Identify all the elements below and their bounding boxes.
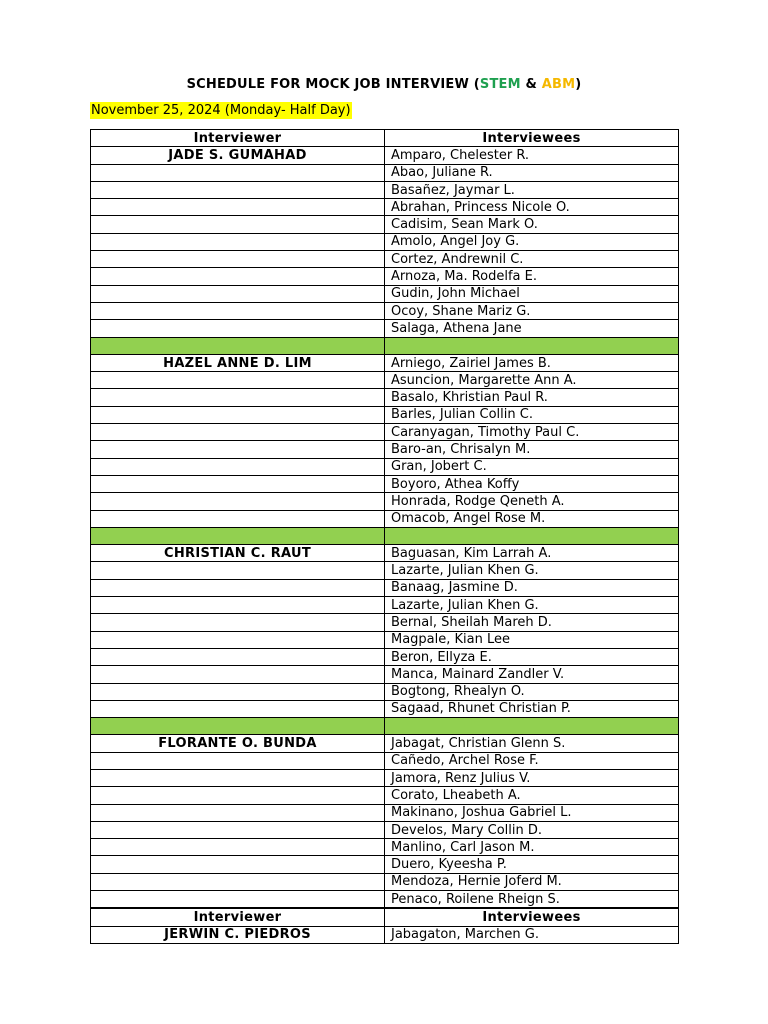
title-suffix: ) (575, 77, 582, 92)
interviewer-empty-cell (91, 406, 385, 423)
table-row (91, 320, 679, 337)
title-amp: & (520, 77, 542, 92)
interviewer-empty-cell (91, 666, 385, 683)
interviewer-empty-cell (91, 752, 385, 769)
interviewer-empty-cell (91, 683, 385, 700)
interviewer-name: JERWIN C. PIEDROS (91, 926, 385, 943)
table-row (91, 562, 679, 579)
interviewee-name: Ocoy, Shane Mariz G. (385, 302, 679, 319)
interviewee-name: Bernal, Sheilah Mareh D. (385, 614, 679, 631)
interviewee-name: Jabagat, Christian Glenn S. (385, 735, 679, 752)
interviewer-empty-cell (91, 233, 385, 250)
interviewee-name: Manlino, Carl Jason M. (385, 839, 679, 856)
interviewee-name: Arnoza, Ma. Rodelfa E. (385, 268, 679, 285)
table-row (91, 700, 679, 717)
table-row (91, 268, 679, 285)
table-row (91, 216, 679, 233)
interviewer-empty-cell (91, 787, 385, 804)
title-prefix: SCHEDULE FOR MOCK JOB INTERVIEW ( (186, 77, 480, 92)
table-row (91, 285, 679, 302)
interviewer-name: HAZEL ANNE D. LIM (91, 354, 385, 371)
table-row (91, 614, 679, 631)
table-row (91, 493, 679, 510)
table-row (91, 545, 679, 562)
interviewer-empty-cell (91, 251, 385, 268)
interviewees-column-header: Interviewees (385, 908, 679, 926)
interviewer-column-header: Interviewer (91, 908, 385, 926)
interviewer-empty-cell (91, 562, 385, 579)
title-abm: ABM (541, 77, 576, 92)
interviewer-empty-cell (91, 648, 385, 665)
interviewer-column-header: Interviewer (91, 130, 385, 147)
table-row (91, 424, 679, 441)
table-row (91, 873, 679, 890)
interviewer-empty-cell (91, 372, 385, 389)
interviewee-name: Baguasan, Kim Larrah A. (385, 545, 679, 562)
table-row (91, 233, 679, 250)
interviewee-name: Lazarte, Julian Khen G. (385, 562, 679, 579)
interviewer-empty-cell (91, 199, 385, 216)
interviewee-name: Beron, Ellyza E. (385, 648, 679, 665)
interviewee-name: Abrahan, Princess Nicole O. (385, 199, 679, 216)
interviewee-name: Penaco, Roilene Rheign S. (385, 891, 679, 909)
table-row (91, 510, 679, 527)
document-title (0, 77, 768, 92)
table-row (91, 475, 679, 492)
interviewee-name: Baro-an, Chrisalyn M. (385, 441, 679, 458)
interviewer-empty-cell (91, 424, 385, 441)
interviewee-name: Asuncion, Margarette Ann A. (385, 372, 679, 389)
schedule-date: November 25, 2024 (Monday- Half Day) (91, 103, 351, 118)
interviewer-empty-cell (91, 614, 385, 631)
interviewee-name: Jamora, Renz Julius V. (385, 769, 679, 786)
interviewee-name: Omacob, Angel Rose M. (385, 510, 679, 527)
interviewee-name: Corato, Lheabeth A. (385, 787, 679, 804)
interviewer-empty-cell (91, 268, 385, 285)
table-row (91, 821, 679, 838)
interviewer-empty-cell (91, 597, 385, 614)
header-row (91, 908, 679, 926)
interviewer-empty-cell (91, 839, 385, 856)
interviewee-name: Abao, Juliane R. (385, 164, 679, 181)
table-row (91, 891, 679, 909)
interviewee-name: Mendoza, Hernie Joferd M. (385, 873, 679, 890)
interviewee-name: Gran, Jobert C. (385, 458, 679, 475)
separator-cell (91, 527, 385, 544)
table-row (91, 406, 679, 423)
group-separator-row (91, 718, 679, 735)
group-separator-row (91, 337, 679, 354)
title-stem: STEM (479, 77, 521, 92)
table-row (91, 926, 679, 943)
schedule-table (90, 129, 679, 944)
interviewer-empty-cell (91, 164, 385, 181)
interviewer-empty-cell (91, 285, 385, 302)
interviewee-name: Honrada, Rodge Qeneth A. (385, 493, 679, 510)
interviewer-empty-cell (91, 320, 385, 337)
interviewees-column-header: Interviewees (385, 130, 679, 147)
interviewee-name: Gudin, John Michael (385, 285, 679, 302)
table-row (91, 251, 679, 268)
interviewer-empty-cell (91, 458, 385, 475)
interviewer-empty-cell (91, 856, 385, 873)
interviewer-name: JADE S. GUMAHAD (91, 147, 385, 164)
interviewee-name: Amparo, Chelester R. (385, 147, 679, 164)
interviewer-empty-cell (91, 579, 385, 596)
separator-cell (385, 337, 679, 354)
table-row (91, 354, 679, 371)
table-row (91, 181, 679, 198)
table-row (91, 147, 679, 164)
interviewee-name: Jabagaton, Marchen G. (385, 926, 679, 943)
table-row (91, 372, 679, 389)
table-row (91, 458, 679, 475)
table-row (91, 735, 679, 752)
table-row (91, 856, 679, 873)
interviewee-name: Arniego, Zairiel James B. (385, 354, 679, 371)
interviewer-empty-cell (91, 216, 385, 233)
interviewee-name: Barles, Julian Collin C. (385, 406, 679, 423)
table-row (91, 769, 679, 786)
interviewee-name: Cadisim, Sean Mark O. (385, 216, 679, 233)
interviewer-name: CHRISTIAN C. RAUT (91, 545, 385, 562)
table-row (91, 804, 679, 821)
interviewee-name: Cañedo, Archel Rose F. (385, 752, 679, 769)
interviewee-name: Salaga, Athena Jane (385, 320, 679, 337)
table-row (91, 164, 679, 181)
interviewer-empty-cell (91, 510, 385, 527)
interviewer-empty-cell (91, 475, 385, 492)
table-row (91, 631, 679, 648)
interviewee-name: Amolo, Angel Joy G. (385, 233, 679, 250)
header-row (91, 130, 679, 147)
table-row (91, 302, 679, 319)
separator-cell (91, 337, 385, 354)
interviewee-name: Bogtong, Rhealyn O. (385, 683, 679, 700)
interviewer-empty-cell (91, 700, 385, 717)
interviewee-name: Duero, Kyeesha P. (385, 856, 679, 873)
interviewer-empty-cell (91, 389, 385, 406)
group-separator-row (91, 527, 679, 544)
separator-cell (385, 718, 679, 735)
interviewee-name: Develos, Mary Collin D. (385, 821, 679, 838)
table-row (91, 752, 679, 769)
separator-cell (91, 718, 385, 735)
table-row (91, 579, 679, 596)
interviewer-empty-cell (91, 804, 385, 821)
interviewee-name: Caranyagan, Timothy Paul C. (385, 424, 679, 441)
interviewee-name: Manca, Mainard Zandler V. (385, 666, 679, 683)
interviewee-name: Boyoro, Athea Koffy (385, 475, 679, 492)
table-row (91, 787, 679, 804)
table-row (91, 389, 679, 406)
interviewer-name: FLORANTE O. BUNDA (91, 735, 385, 752)
table-row (91, 666, 679, 683)
table-row (91, 441, 679, 458)
interviewer-empty-cell (91, 873, 385, 890)
table-row (91, 839, 679, 856)
table-row (91, 597, 679, 614)
interviewer-empty-cell (91, 821, 385, 838)
interviewee-name: Magpale, Kian Lee (385, 631, 679, 648)
interviewer-empty-cell (91, 769, 385, 786)
table-row (91, 683, 679, 700)
interviewer-empty-cell (91, 302, 385, 319)
interviewee-name: Basalo, Khristian Paul R. (385, 389, 679, 406)
table-row (91, 199, 679, 216)
interviewer-empty-cell (91, 441, 385, 458)
interviewee-name: Makinano, Joshua Gabriel L. (385, 804, 679, 821)
interviewee-name: Basañez, Jaymar L. (385, 181, 679, 198)
table-row (91, 648, 679, 665)
interviewee-name: Cortez, Andrewnil C. (385, 251, 679, 268)
interviewee-name: Lazarte, Julian Khen G. (385, 597, 679, 614)
interviewee-name: Sagaad, Rhunet Christian P. (385, 700, 679, 717)
schedule-table-body (91, 130, 679, 944)
separator-cell (385, 527, 679, 544)
interviewer-empty-cell (91, 891, 385, 909)
interviewee-name: Banaag, Jasmine D. (385, 579, 679, 596)
interviewer-empty-cell (91, 181, 385, 198)
interviewer-empty-cell (91, 631, 385, 648)
interviewer-empty-cell (91, 493, 385, 510)
